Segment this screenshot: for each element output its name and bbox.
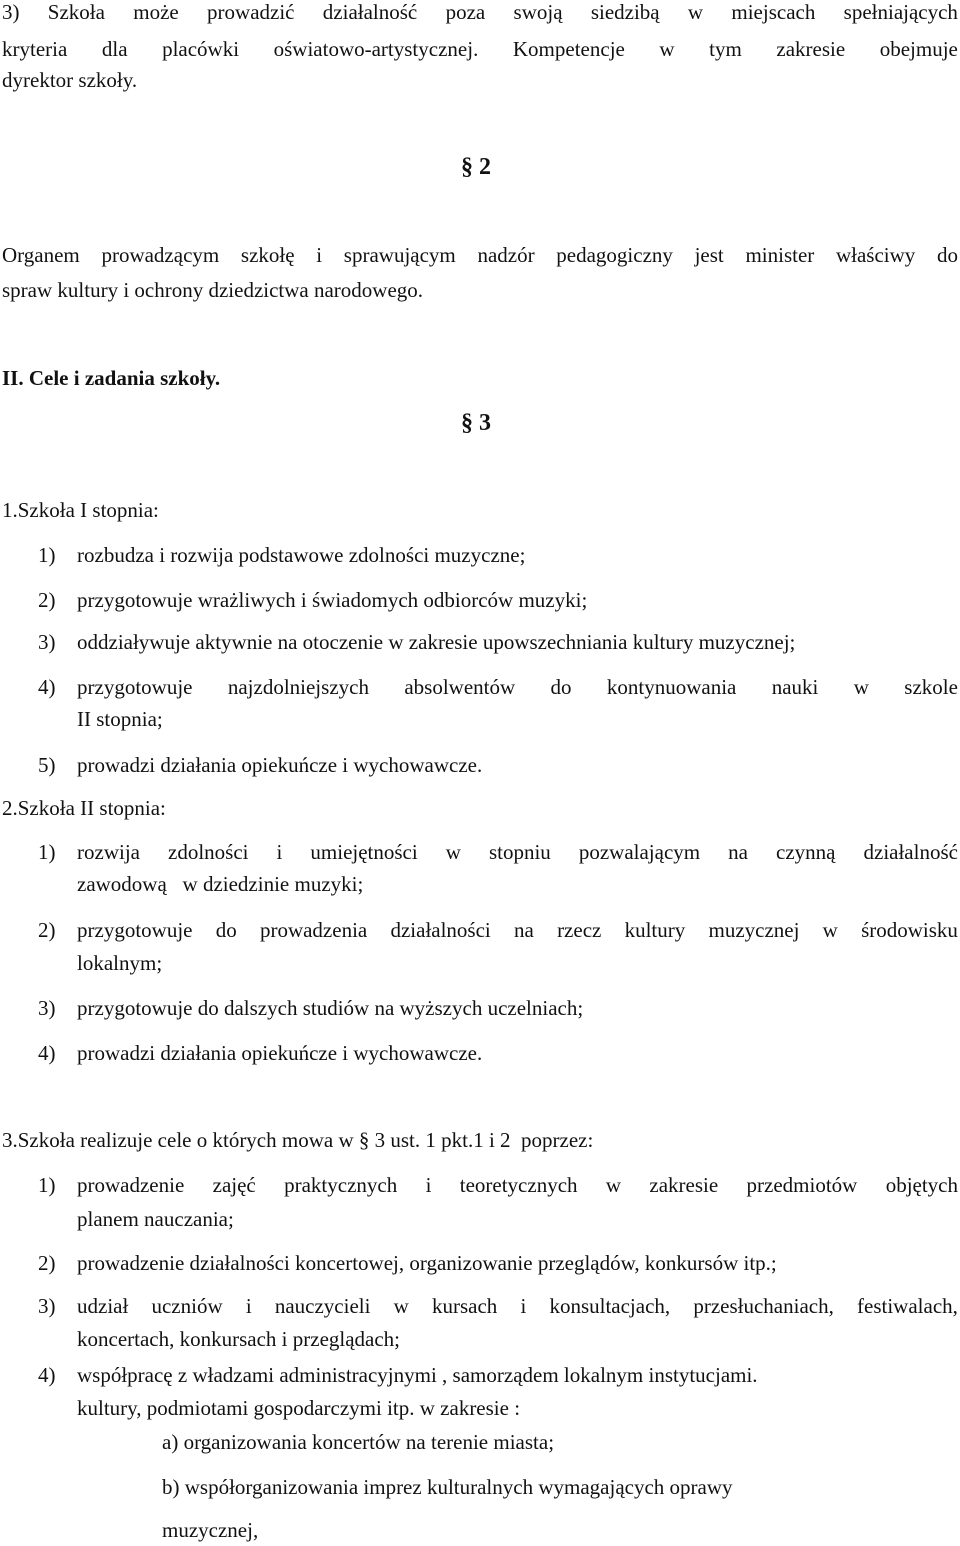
p3-item-2-num: 2) <box>38 1251 56 1275</box>
p2-item-2-num: 2) <box>38 918 56 942</box>
p1-item-2-text: przygotowuje wrażliwych i świadomych odbiorców muzyki; <box>77 588 588 612</box>
word: nadzór <box>477 243 535 267</box>
word: prowadzenia <box>259 918 368 942</box>
word: na <box>514 918 534 942</box>
word: i <box>276 840 283 864</box>
p3-item-4-num: 4) <box>38 1363 56 1387</box>
word: zakresie <box>776 37 846 61</box>
word: w <box>822 918 838 942</box>
p3-item-1-text <box>77 1175 958 1196</box>
word: kultury <box>624 918 686 942</box>
word: Kompetencje <box>512 37 625 61</box>
word: właściwy <box>835 243 916 267</box>
word: przedmiotów <box>746 1173 858 1197</box>
word: prowadzić <box>207 0 295 24</box>
word: obejmuje <box>879 37 958 61</box>
word: minister <box>745 243 815 267</box>
p2-item-2-text <box>77 920 958 941</box>
word: umiejętności <box>310 840 418 864</box>
word: poza <box>445 0 486 24</box>
word: przygotowuje <box>77 675 193 699</box>
word: 3) <box>2 0 20 24</box>
p2-item-1-num: 1) <box>38 840 56 864</box>
p1-item-4-text <box>77 677 958 698</box>
word: stopniu <box>488 840 551 864</box>
p2-item-3-num: 3) <box>38 996 56 1020</box>
word: nauczycieli <box>274 1294 371 1318</box>
word: i <box>520 1294 527 1318</box>
word: udział <box>77 1294 129 1318</box>
word: w <box>853 675 869 699</box>
word: oświatowo-artystycznej. <box>273 37 479 61</box>
word: i <box>316 243 323 267</box>
p1-item-1-num: 1) <box>38 543 56 567</box>
word: przesłuchaniach, <box>693 1294 834 1318</box>
word: przygotowuje <box>77 918 193 942</box>
p3-subitem-b: b) współorganizowania imprez kulturalnych wymagających oprawy <box>162 1475 733 1499</box>
word: w <box>605 1173 622 1197</box>
word: jest <box>694 243 724 267</box>
intro-line-3: dyrektor szkoły. <box>2 68 138 92</box>
word: w <box>445 840 461 864</box>
word: działalność <box>863 840 958 864</box>
word: szkole <box>904 675 958 699</box>
word: kontynuowania <box>606 675 737 699</box>
word: placówki <box>162 37 240 61</box>
p3-item-1-cont: planem nauczania; <box>77 1207 234 1231</box>
word: nauki <box>771 675 819 699</box>
word: kryteria <box>2 37 68 61</box>
word: kursach <box>431 1294 498 1318</box>
word: działalność <box>322 0 418 24</box>
p3-item-1-num: 1) <box>38 1173 56 1197</box>
word: festiwalach, <box>857 1294 958 1318</box>
word: objętych <box>885 1173 958 1197</box>
word: może <box>133 0 179 24</box>
p1-item-4-num: 4) <box>38 675 56 699</box>
word: dla <box>101 37 128 61</box>
word: prowadzącym <box>101 243 220 267</box>
p1-item-5-text: prowadzi działania opiekuńcze i wychowawcze. <box>77 753 483 777</box>
section-3-heading: § 3 <box>461 410 491 436</box>
section-2-line-2: spraw kultury i ochrony dziedzictwa narodowego. <box>2 278 424 302</box>
word: spełniających <box>843 0 958 24</box>
p3-item-3-cont: koncertach, konkursach i przeglądach; <box>77 1327 401 1351</box>
word: zdolności <box>168 840 249 864</box>
p3-item-2-text: prowadzenie działalności koncertowej, organizowanie przeglądów, konkursów itp.; <box>77 1251 777 1275</box>
intro-line-1 <box>2 2 958 23</box>
word: zajęć <box>212 1173 256 1197</box>
intro-line-2 <box>2 39 958 60</box>
word: pozwalającym <box>578 840 701 864</box>
p2-title: 2.Szkoła II stopnia: <box>2 796 166 820</box>
chapter-heading: II. Cele i zadania szkoły. <box>2 366 221 390</box>
p1-item-2-num: 2) <box>38 588 56 612</box>
p1-item-3-num: 3) <box>38 630 56 654</box>
word: zakresie <box>649 1173 719 1197</box>
word: rozwija <box>77 840 140 864</box>
word: konsultacjach, <box>549 1294 671 1318</box>
p1-title: 1.Szkoła I stopnia: <box>2 498 159 522</box>
p1-item-4-cont: II stopnia; <box>77 707 163 731</box>
word: i <box>245 1294 252 1318</box>
p3-subitem-a: a) organizowania koncertów na terenie miasta; <box>162 1430 555 1454</box>
word: do <box>550 675 572 699</box>
word: siedzibą <box>590 0 660 24</box>
word: miejscach <box>731 0 816 24</box>
word: do <box>215 918 237 942</box>
word: czynną <box>776 840 836 864</box>
word: na <box>728 840 748 864</box>
p3-item-3-text <box>77 1296 958 1317</box>
word: środowisku <box>861 918 958 942</box>
section-2-line-1 <box>2 245 958 266</box>
word: i <box>425 1173 432 1197</box>
word: działalności <box>390 918 491 942</box>
p1-item-1-text: rozbudza i rozwija podstawowe zdolności muzyczne; <box>77 543 526 567</box>
word: Organem <box>2 243 80 267</box>
word: uczniów <box>151 1294 223 1318</box>
word: pedagogiczny <box>556 243 673 267</box>
word: tym <box>709 37 742 61</box>
p3-title: 3.Szkoła realizuje cele o których mowa w § 3 ust. 1 pkt.1 i 2 poprzez: <box>2 1128 594 1152</box>
word: muzycznej <box>708 918 800 942</box>
word: szkołę <box>240 243 295 267</box>
word: rzecz <box>557 918 602 942</box>
p3-item-4-text: współpracę z władzami administracyjnymi , samorządem lokalnym instytucjami. <box>77 1363 758 1387</box>
p1-item-3-text: oddziaływuje aktywnie na otoczenie w zakresie upowszechniania kultury muzycznej; <box>77 630 796 654</box>
word: swoją <box>513 0 563 24</box>
word: do <box>936 243 958 267</box>
p2-item-4-text: prowadzi działania opiekuńcze i wychowawcze. <box>77 1041 483 1065</box>
p2-item-4-num: 4) <box>38 1041 56 1065</box>
word: teoretycznych <box>459 1173 578 1197</box>
section-2-heading: § 2 <box>461 154 491 180</box>
p3-subitem-b-cont: muzycznej, <box>162 1518 259 1542</box>
word: w <box>393 1294 409 1318</box>
word: sprawującym <box>343 243 456 267</box>
p2-item-1-cont: zawodową w dziedzinie muzyki; <box>77 872 364 896</box>
word: w <box>659 37 675 61</box>
word: najzdolniejszych <box>227 675 369 699</box>
p1-item-5-num: 5) <box>38 753 56 777</box>
word: Szkoła <box>47 0 105 24</box>
word: praktycznych <box>284 1173 398 1197</box>
p3-item-3-num: 3) <box>38 1294 56 1318</box>
word: prowadzenie <box>77 1173 185 1197</box>
word: absolwentów <box>404 675 516 699</box>
word: w <box>687 0 704 24</box>
p3-item-4-cont: kultury, podmiotami gospodarczymi itp. w zakresie : <box>77 1396 521 1420</box>
p2-item-3-text: przygotowuje do dalszych studiów na wyższych uczelniach; <box>77 996 584 1020</box>
p2-item-1-text <box>77 842 958 863</box>
p2-item-2-cont: lokalnym; <box>77 951 163 975</box>
